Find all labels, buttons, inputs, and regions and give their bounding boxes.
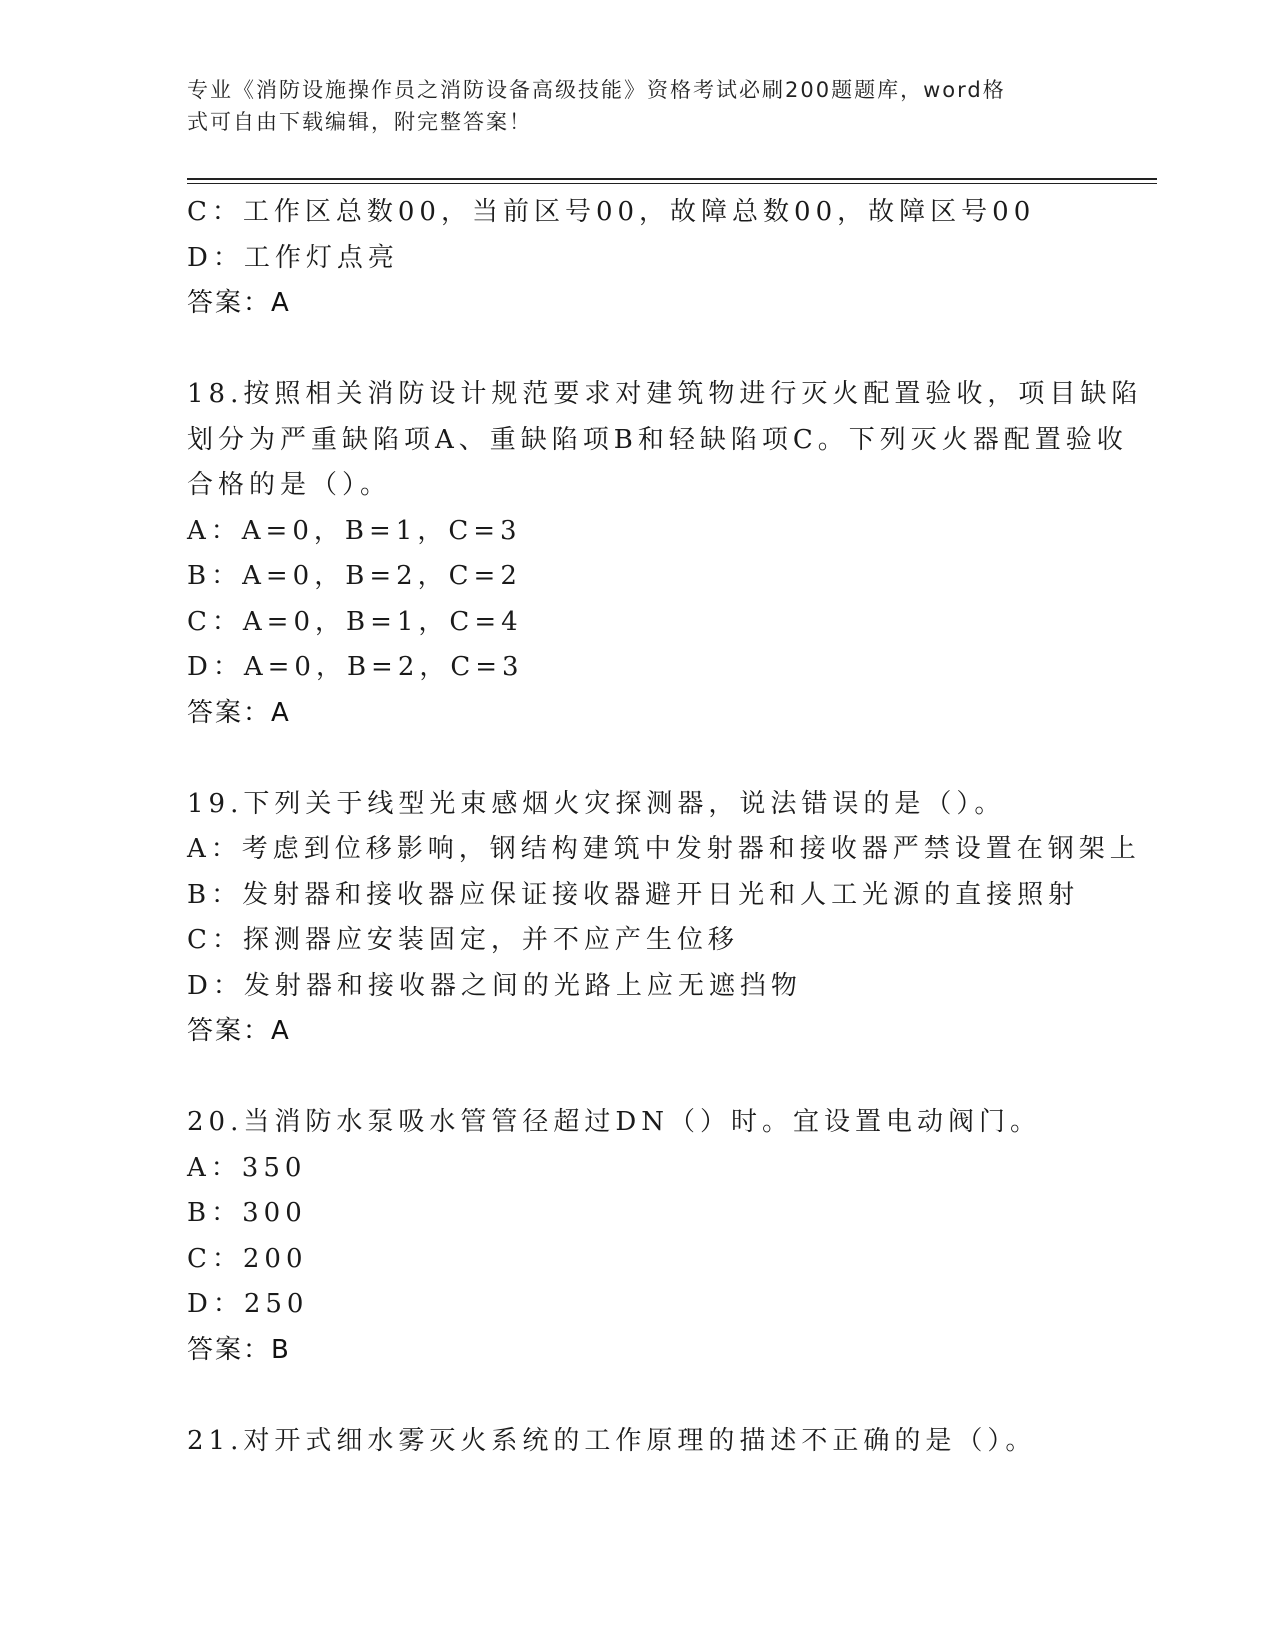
prev-question — [187, 190, 1107, 327]
answer-line: 答案：B — [187, 1334, 291, 1365]
answer-line: 答案：A — [187, 288, 291, 318]
header-line-1: 专业《消防设施操作员之消防设备高级技能》资格考试必刷200题题库，word格 — [187, 78, 1006, 102]
question-stem-line: 20.当消防水泵吸水管管径超过DN（）时。宜设置电动阀门。 — [187, 1107, 1041, 1137]
option-line: C：工作区总数00，当前区号00，故障总数00，故障区号00 — [187, 197, 1036, 227]
option-line: C：探测器应安装固定，并不应产生位移 — [187, 925, 739, 955]
question-content — [187, 190, 1143, 1464]
option-line: D：发射器和接收器之间的光路上应无遮挡物 — [187, 970, 802, 1001]
document-header — [187, 74, 1087, 138]
answer-line: 答案：A — [187, 697, 291, 728]
option-line: C：A=0，B=1，C=4 — [187, 606, 523, 637]
question-stem-line: 18.按照相关消防设计规范要求对建筑物进行灭火配置验收，项目缺陷 — [187, 379, 1143, 409]
option-line: A：A=0，B=1，C=3 — [187, 515, 522, 546]
option-line: D：工作灯点亮 — [187, 242, 399, 273]
question-stem-line: 21.对开式细水雾灭火系统的工作原理的描述不正确的是（）。 — [187, 1425, 1037, 1456]
option-line: B：发射器和接收器应保证接收器避开日光和人工光源的直接照射 — [187, 879, 1080, 910]
question-stem-line: 19.下列关于线型光束感烟火灾探测器，说法错误的是（）。 — [187, 788, 1006, 819]
option-line: A：考虑到位移影响，钢结构建筑中发射器和接收器严禁设置在钢架上 — [187, 834, 1141, 864]
question-stem-line: 划分为严重缺陷项A、重缺陷项B和轻缺陷项C。下列灭火器配置验收 — [187, 424, 1128, 455]
question-stem-line: 合格的是（）。 — [187, 470, 392, 500]
question-20 — [187, 1100, 1107, 1373]
header-divider-thick — [187, 178, 1157, 180]
option-line: D：A=0，B=2，C=3 — [187, 652, 524, 682]
header-divider-thin — [187, 183, 1157, 184]
question-21 — [187, 1419, 1107, 1465]
option-line: C：200 — [187, 1243, 308, 1274]
question-19 — [187, 782, 1141, 1055]
option-line: D：250 — [187, 1289, 309, 1319]
header-line-2: 式可自由下载编辑，附完整答案！ — [187, 110, 532, 134]
option-line: B：300 — [187, 1198, 307, 1228]
answer-line: 答案：A — [187, 1016, 291, 1046]
option-line: A：350 — [187, 1152, 307, 1183]
option-line: B：A=0，B=2，C=2 — [187, 561, 522, 591]
question-18 — [187, 372, 1143, 736]
